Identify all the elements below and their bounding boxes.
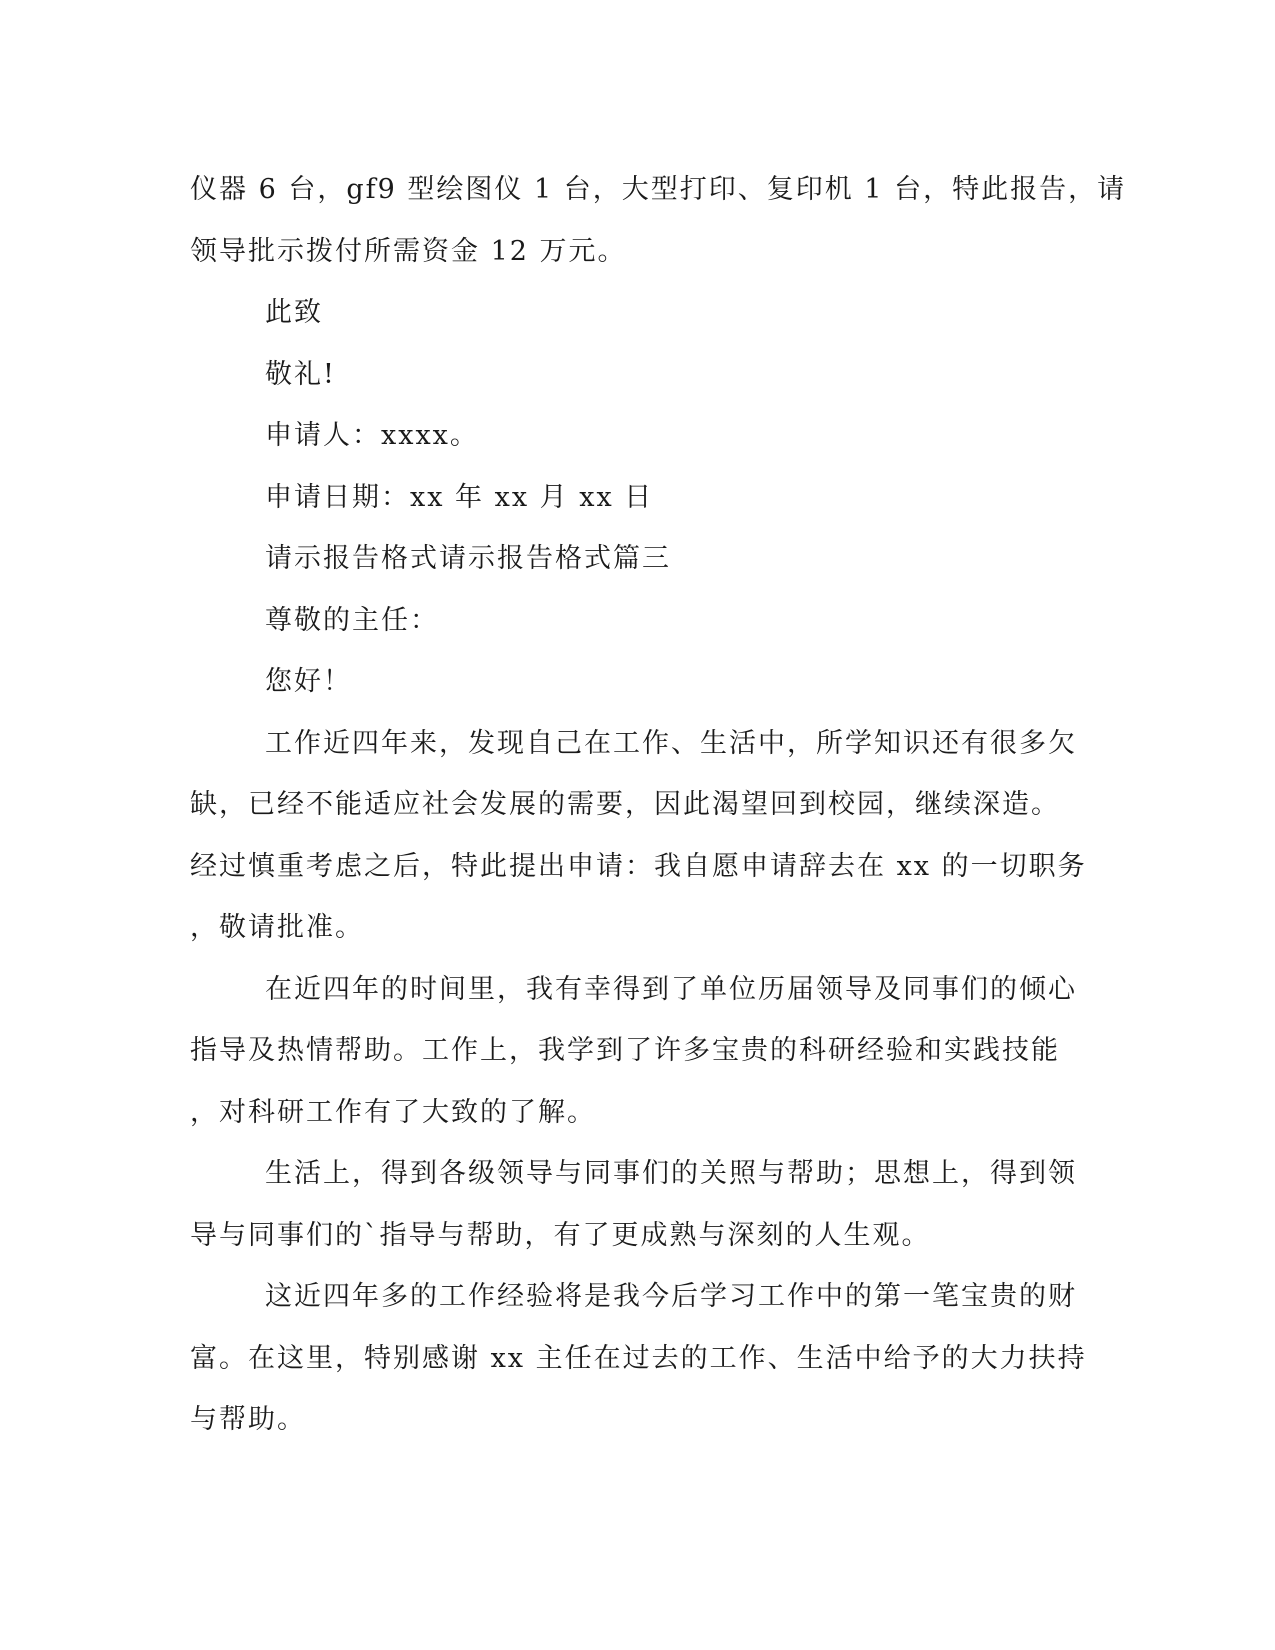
text-line: 请示报告格式请示报告格式篇三 bbox=[265, 543, 671, 574]
text-line: ，对科研工作有了大致的了解。 bbox=[190, 1096, 596, 1128]
text-line: 您好！ bbox=[265, 666, 352, 697]
closing-regards bbox=[190, 344, 1080, 406]
text-line: 导与同事们的`指导与帮助，有了更成熟与深刻的人生观。 bbox=[190, 1219, 931, 1251]
section-heading bbox=[190, 528, 1080, 590]
paragraph-gratitude-life bbox=[190, 1143, 1080, 1266]
paragraph-gratitude-work bbox=[190, 959, 1080, 1144]
text-line: ，敬请批准。 bbox=[190, 912, 364, 943]
paragraph-resignation-reason bbox=[190, 713, 1087, 959]
text-line: 申请日期：xx 年 xx 月 xx 日 bbox=[265, 481, 654, 513]
paragraph-experience bbox=[190, 1266, 1087, 1451]
text-line: 这近四年多的工作经验将是我今后学习工作中的第一笔宝贵的财 bbox=[265, 1281, 1077, 1312]
text-line: 此致 bbox=[265, 297, 323, 328]
text-line: 生活上，得到各级领导与同事们的关照与帮助；思想上，得到领 bbox=[265, 1158, 1077, 1189]
greeting-addressee bbox=[190, 590, 1080, 652]
text-line: 与帮助。 bbox=[190, 1404, 306, 1435]
text-line: 申请人：xxxx。 bbox=[265, 420, 479, 451]
text-line: 在近四年的时间里，我有幸得到了单位历届领导及同事们的倾心 bbox=[265, 973, 1077, 1005]
text-line: 经过慎重考虑之后，特此提出申请：我自愿申请辞去在 xx 的一切职务 bbox=[190, 850, 1087, 882]
greeting-hello bbox=[190, 651, 1080, 713]
text-line: 敬礼! bbox=[265, 358, 336, 390]
paragraph-equipment-request bbox=[190, 159, 1127, 282]
document-body bbox=[190, 159, 1127, 1451]
text-line: 仪器 6 台，gf9 型绘图仪 1 台，大型打印、复印机 1 台，特此报告，请 bbox=[190, 174, 1127, 205]
text-line: 富。在这里，特别感谢 xx 主任在过去的工作、生活中给予的大力扶持 bbox=[190, 1342, 1087, 1374]
text-line: 缺，已经不能适应社会发展的需要，因此渴望回到校园，继续深造。 bbox=[190, 789, 1060, 820]
text-line: 指导及热情帮助。工作上，我学到了许多宝贵的科研经验和实践技能 bbox=[190, 1035, 1060, 1066]
text-line: 工作近四年来，发现自己在工作、生活中，所学知识还有很多欠 bbox=[265, 727, 1077, 759]
text-line: 尊敬的主任： bbox=[265, 604, 439, 636]
text-line: 领导批示拨付所需资金 12 万元。 bbox=[190, 235, 627, 267]
closing-salutation bbox=[190, 282, 1080, 344]
application-date-line bbox=[190, 467, 1080, 529]
applicant-line bbox=[190, 405, 1080, 467]
